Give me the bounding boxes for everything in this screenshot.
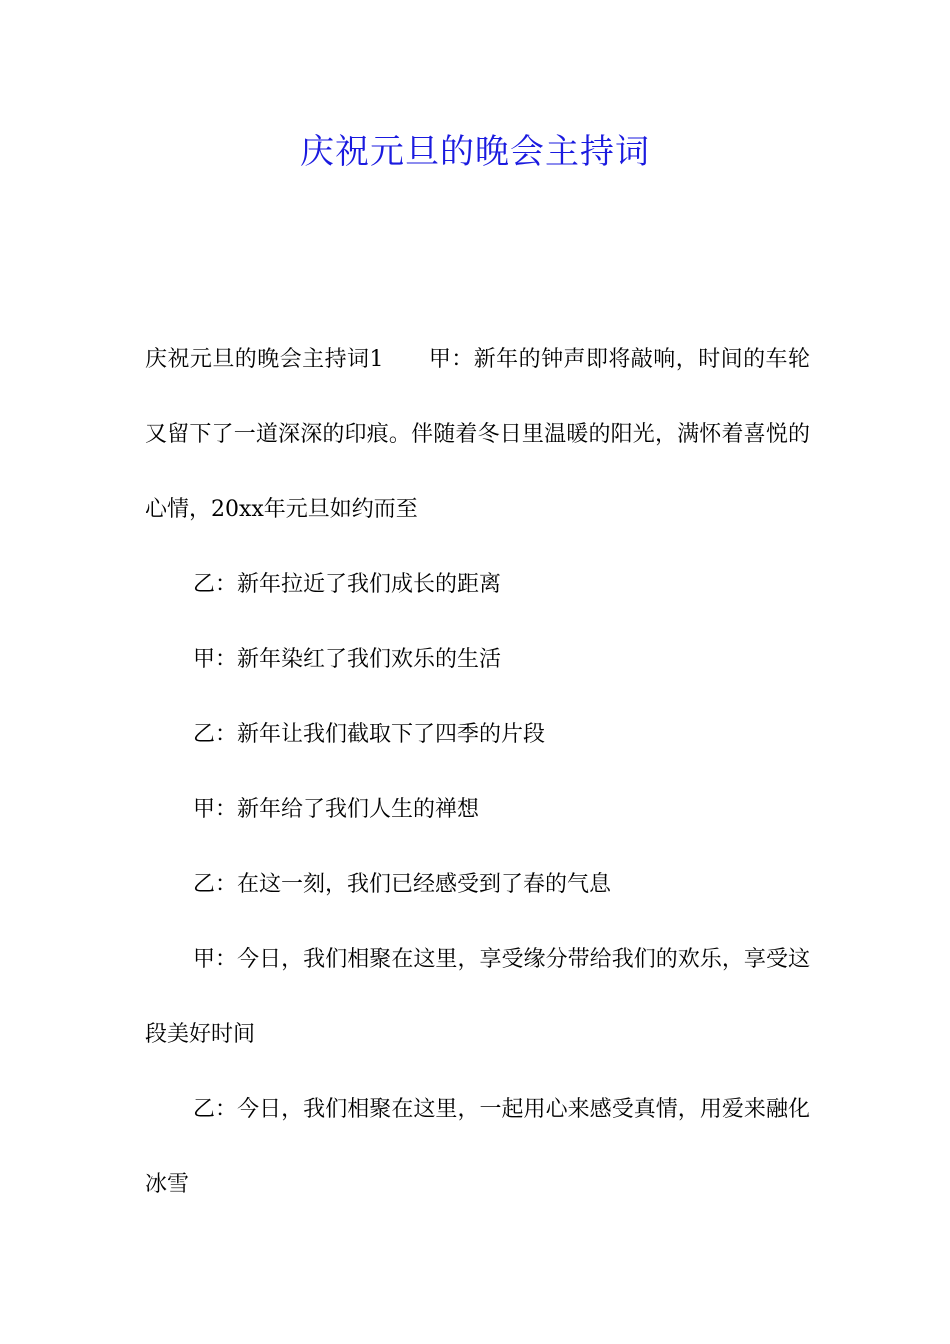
paragraph-line: 乙：新年拉近了我们成长的距离 xyxy=(193,572,502,597)
paragraph-line: 甲：今日，我们相聚在这里，享受缘分带给我们的欢乐，享受这段美好时间 xyxy=(145,947,810,1047)
paragraph-line: 乙：新年让我们截取下了四季的片段 xyxy=(193,722,546,747)
paragraph-intro: 庆祝元旦的晚会主持词1 甲：新年的钟声即将敲响，时间的车轮又留下了一道深深的印痕。伴随着冬日里温暖的阳光，满怀着喜悦的心情，20xx年元旦如约而至 xyxy=(145,347,810,522)
document-body xyxy=(145,322,810,1222)
paragraph-line: 乙：今日，我们相聚在这里，一起用心来感受真情，用爱来融化冰雪 xyxy=(145,1097,810,1197)
paragraph-line: 乙：在这一刻，我们已经感受到了春的气息 xyxy=(193,872,612,897)
paragraph-line: 甲：新年染红了我们欢乐的生活 xyxy=(193,647,502,672)
document-title: 庆祝元旦的晚会主持词 xyxy=(300,132,650,172)
paragraph-line: 甲：新年给了我们人生的禅想 xyxy=(193,797,480,822)
